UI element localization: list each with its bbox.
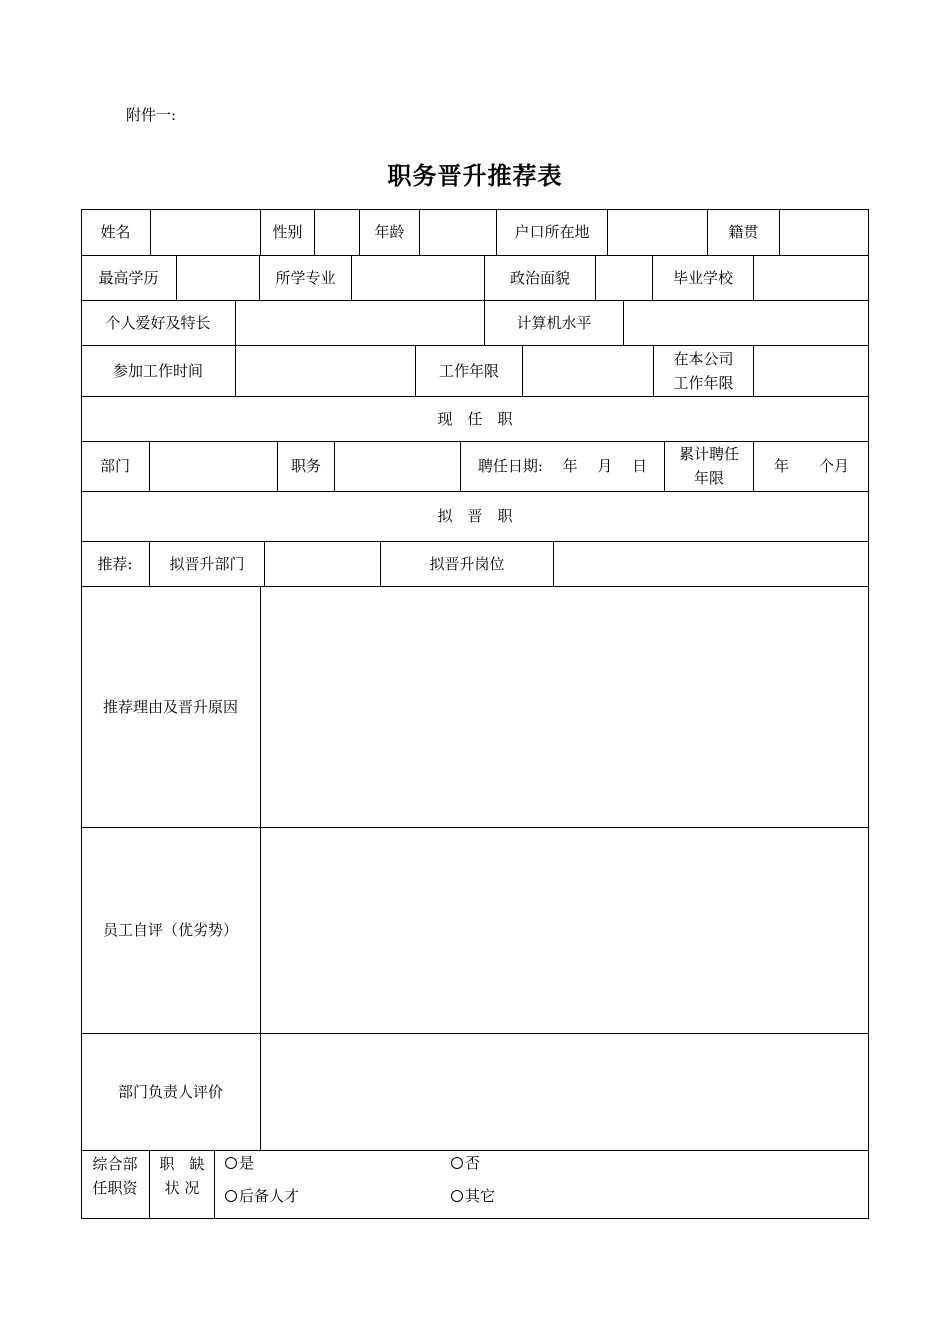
input-major[interactable] bbox=[352, 255, 484, 300]
label-major: 所学专业 bbox=[275, 268, 336, 287]
radio-circle-icon bbox=[451, 1190, 463, 1202]
label-vacancy-line2: 状 况 bbox=[164, 1179, 200, 1197]
input-hukou[interactable] bbox=[608, 209, 707, 255]
field-total-tenure[interactable]: 年 个月 bbox=[773, 457, 849, 475]
input-work-years[interactable] bbox=[523, 345, 653, 396]
label-hr-review-line1: 综合部 bbox=[92, 1155, 138, 1173]
option-other-label: 其它 bbox=[465, 1187, 496, 1205]
label-vacancy-line1: 职 缺 bbox=[159, 1155, 205, 1173]
label-start-work: 参加工作时间 bbox=[112, 361, 203, 380]
option-no[interactable] bbox=[451, 1152, 480, 1173]
label-company-years bbox=[654, 345, 753, 396]
radio-circle-icon bbox=[225, 1190, 237, 1202]
promotion-form-table bbox=[81, 209, 869, 1219]
label-proposed-dept: 拟晋升部门 bbox=[169, 554, 245, 573]
radio-circle-icon bbox=[451, 1157, 463, 1169]
field-hire-date[interactable]: 聘任日期: 年 月 日 bbox=[477, 457, 648, 475]
label-manager-eval: 部门负责人评价 bbox=[117, 1082, 223, 1101]
input-computer[interactable] bbox=[624, 300, 869, 345]
input-native-place[interactable] bbox=[780, 209, 869, 255]
input-reason[interactable] bbox=[261, 586, 869, 827]
option-reserve-talent[interactable] bbox=[225, 1185, 299, 1206]
label-current-position: 职务 bbox=[290, 457, 321, 475]
attachment-label: 附件一: bbox=[126, 106, 177, 124]
label-hukou: 户口所在地 bbox=[514, 223, 590, 241]
label-computer: 计算机水平 bbox=[516, 313, 592, 332]
input-proposed-dept[interactable] bbox=[265, 541, 380, 586]
option-yes[interactable] bbox=[225, 1152, 254, 1173]
form-title: 职务晋升推荐表 bbox=[387, 161, 563, 190]
radio-circle-icon bbox=[225, 1157, 237, 1169]
label-company-years-line1: 在本公司 bbox=[673, 349, 734, 368]
label-current-dept: 部门 bbox=[99, 457, 130, 475]
label-school: 毕业学校 bbox=[672, 268, 733, 287]
input-age[interactable] bbox=[420, 209, 496, 255]
input-name[interactable] bbox=[151, 209, 260, 255]
section-current-position: 现 任 职 bbox=[437, 409, 513, 428]
label-total-tenure-line1: 累计聘任 bbox=[678, 445, 739, 463]
label-total-tenure-line2: 年限 bbox=[693, 469, 724, 487]
input-gender[interactable] bbox=[315, 209, 359, 255]
input-school[interactable] bbox=[754, 255, 869, 300]
label-recommend: 推荐: bbox=[97, 554, 133, 573]
label-native-place: 籍贯 bbox=[728, 223, 759, 241]
label-political: 政治面貌 bbox=[509, 268, 570, 287]
input-current-dept[interactable] bbox=[150, 441, 277, 491]
label-education: 最高学历 bbox=[98, 268, 159, 287]
option-other[interactable] bbox=[451, 1185, 495, 1206]
section-proposed-position: 拟 晋 职 bbox=[437, 507, 513, 525]
option-no-label: 否 bbox=[465, 1154, 481, 1172]
input-self-eval[interactable] bbox=[261, 827, 869, 1033]
option-reserve-label: 后备人才 bbox=[239, 1187, 300, 1205]
label-self-eval: 员工自评（优劣势） bbox=[102, 921, 238, 939]
label-proposed-post: 拟晋升岗位 bbox=[429, 554, 505, 573]
input-political[interactable] bbox=[596, 255, 652, 300]
option-yes-label: 是 bbox=[239, 1154, 255, 1172]
label-hr-review bbox=[81, 1150, 149, 1202]
label-vacancy-status bbox=[150, 1150, 214, 1202]
label-hr-review-line2: 任职资 bbox=[92, 1179, 138, 1197]
input-manager-eval[interactable] bbox=[261, 1033, 869, 1150]
label-company-years-line2: 工作年限 bbox=[673, 373, 734, 392]
input-hobbies[interactable] bbox=[236, 300, 484, 345]
input-proposed-post[interactable] bbox=[554, 541, 869, 586]
input-education[interactable] bbox=[177, 255, 259, 300]
input-start-work[interactable] bbox=[236, 345, 415, 396]
label-hobbies: 个人爱好及特长 bbox=[105, 313, 211, 332]
label-total-tenure bbox=[665, 441, 753, 491]
label-name: 姓名 bbox=[100, 223, 131, 241]
input-current-position[interactable] bbox=[335, 441, 460, 491]
label-reason: 推荐理由及晋升原因 bbox=[102, 697, 238, 716]
label-age: 年龄 bbox=[374, 223, 405, 241]
label-work-years: 工作年限 bbox=[438, 361, 499, 380]
input-company-years[interactable] bbox=[754, 345, 869, 396]
label-gender: 性别 bbox=[272, 223, 303, 241]
